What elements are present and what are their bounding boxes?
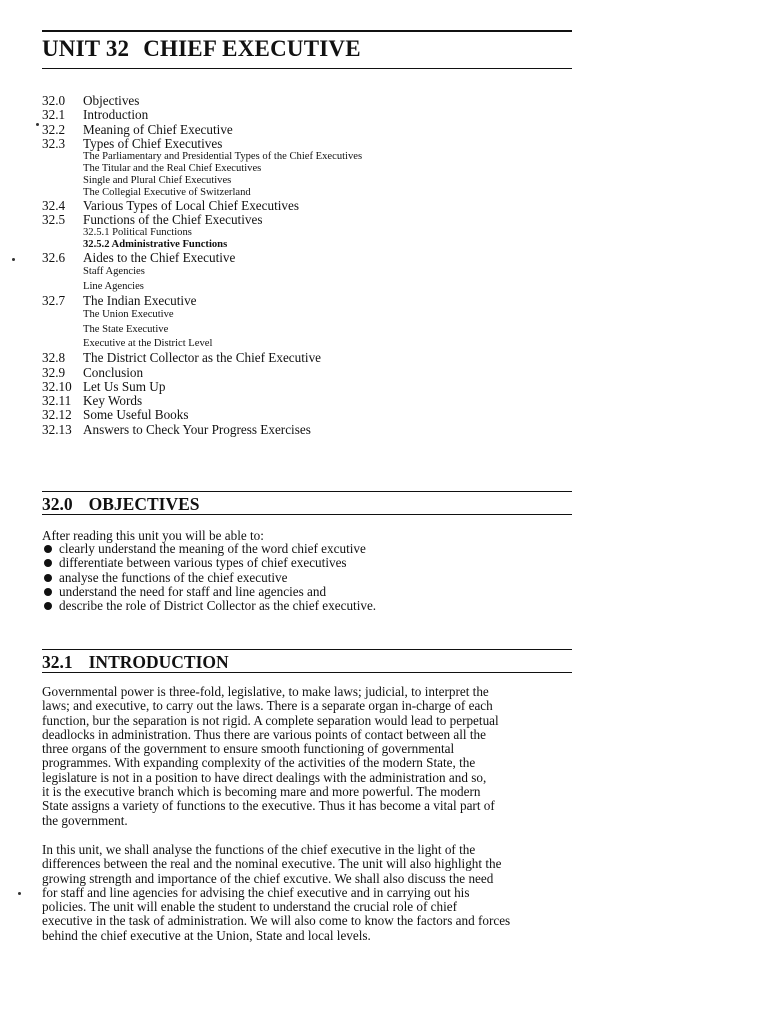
document-page — [42, 30, 572, 943]
objective-item — [42, 599, 376, 613]
toc-entry — [42, 380, 572, 394]
toc-entry-number: 32.12 — [42, 407, 72, 423]
objectives-list — [42, 542, 376, 613]
scan-speck — [18, 892, 21, 895]
paragraph-line: laws; and executive, to carry out the laws. There is a separate organ in-charge of each — [42, 698, 493, 714]
toc-entry-title: Let Us Sum Up — [83, 378, 166, 394]
toc-entry-title: The Indian Executive — [83, 293, 197, 309]
toc-entry — [42, 94, 572, 108]
bullet-icon — [44, 602, 52, 610]
unit-title — [42, 36, 361, 62]
toc-subentry: The Union Executive — [83, 309, 174, 321]
paragraph-line: policies. The unit will enable the student to understand the crucial role of chief — [42, 899, 458, 915]
bullet-icon — [44, 588, 52, 596]
bullet-icon — [44, 574, 52, 582]
toc-subentry: The Collegial Executive of Switzerland — [83, 186, 251, 198]
toc-entry-number: 32.9 — [42, 364, 66, 380]
objective-item — [42, 585, 376, 599]
toc-subentry: 32.5.1 Political Functions — [83, 227, 192, 239]
toc-entry — [42, 423, 572, 437]
toc-entry-title: Some Useful Books — [83, 407, 189, 423]
paragraph-line: deadlocks in administration. Thus there are various points of contact between all the — [42, 726, 486, 742]
toc-subentry: Staff Agencies — [83, 266, 145, 278]
paragraph-line: function, bur the separation is not rigid. A complete separation would lead to perpetual — [42, 712, 499, 728]
toc-entry-number: 32.3 — [42, 135, 66, 151]
paragraph-line: In this unit, we shall analyse the functions of the chief executive in the light of the — [42, 842, 476, 857]
toc-entry-number: 32.6 — [42, 250, 66, 266]
toc-subentry: Single and Plural Chief Executives — [83, 174, 232, 186]
toc-entry-title: The District Collector as the Chief Executive — [83, 350, 322, 366]
objectives-intro: After reading this unit you will be able to: — [42, 528, 264, 543]
objective-text: describe the role of District Collector as the chief executive. — [59, 598, 377, 614]
paragraph-line: programmes. With expanding complexity of the activities of the modern State, the — [42, 755, 476, 771]
toc-entry — [42, 123, 572, 137]
toc-entry-title: Types of Chief Executives — [83, 135, 223, 151]
paragraph-line: legislature is not in a position to have direct dealings with the administration and so, — [42, 769, 487, 785]
toc-entry-title: Various Types of Local Chief Executives — [83, 197, 300, 213]
toc-entry — [42, 251, 572, 265]
table-of-contents — [42, 94, 572, 437]
toc-entry-number: 32.1 — [42, 107, 66, 123]
toc-entry-title: Meaning of Chief Executive — [83, 121, 233, 137]
toc-entry-title: Aides to the Chief Executive — [83, 250, 236, 266]
unit-header — [42, 30, 572, 69]
introduction-title: INTRODUCTION — [88, 652, 229, 672]
paragraph-line: executive in the task of administration. We will also come to know the factors and forces — [42, 913, 511, 929]
paragraph-line: Governmental power is three-fold, legislative, to make laws; judicial, to interpret the — [42, 684, 489, 699]
toc-entry-number: 32.0 — [42, 93, 66, 108]
objectives-title: OBJECTIVES — [88, 494, 200, 514]
introduction-paragraph-2 — [42, 843, 570, 943]
paragraph-line: growing strength and importance of the chief excutive. We shall also discuss the need — [42, 870, 494, 886]
toc-entry-number: 32.5 — [42, 212, 66, 228]
paragraph-line: it is the executive branch which is becoming mare and more powerful. The modern — [42, 784, 481, 800]
paragraph-line: differences between the real and the nominal executive. The unit will also highlight the — [42, 856, 502, 872]
toc-subentry: 32.5.2 Administrative Functions — [83, 239, 228, 251]
objective-text: clearly understand the meaning of the word chief excutive — [59, 541, 366, 556]
objectives-number: 32.0 — [42, 494, 73, 514]
toc-subentry: The Titular and the Real Chief Executives — [83, 163, 262, 175]
objective-item — [42, 542, 376, 556]
toc-entry-title: Objectives — [83, 93, 140, 108]
bullet-icon — [44, 559, 52, 567]
toc-subentry: Line Agencies — [83, 280, 144, 292]
toc-subentry: The Parliamentary and Presidential Types of the Chief Executives — [83, 151, 363, 163]
toc-entry-title: Introduction — [83, 107, 149, 123]
objective-item — [42, 571, 376, 585]
toc-entry-number: 32.2 — [42, 121, 66, 137]
toc-entry-title: Key Words — [83, 393, 143, 409]
objective-text: analyse the functions of the chief executive — [59, 569, 288, 585]
toc-entry — [42, 351, 572, 365]
introduction-heading — [42, 649, 572, 673]
toc-entry-title: Conclusion — [83, 364, 144, 380]
toc-entry-number: 32.4 — [42, 197, 66, 213]
toc-entry-number: 32.8 — [42, 350, 66, 366]
toc-entry — [42, 199, 572, 213]
toc-entry — [42, 137, 572, 151]
unit-number: UNIT 32 — [42, 36, 130, 61]
toc-entry — [42, 394, 572, 408]
objective-text: understand the need for staff and line agencies and — [59, 583, 327, 599]
toc-entry-number: 32.13 — [42, 421, 72, 437]
toc-entry — [42, 294, 572, 308]
objective-text: differentiate between various types of chief executives — [59, 555, 347, 571]
scan-speck — [36, 123, 39, 126]
toc-entry — [42, 108, 572, 122]
toc-entry — [42, 366, 572, 380]
toc-entry-number: 32.10 — [42, 378, 72, 394]
toc-entry — [42, 408, 572, 422]
paragraph-line: behind the chief executive at the Union, State and local levels. — [42, 927, 371, 943]
paragraph-line: the government. — [42, 812, 128, 828]
introduction-paragraph-1 — [42, 685, 570, 828]
scan-speck — [12, 258, 15, 261]
objectives-heading — [42, 491, 572, 515]
toc-subentry: The State Executive — [83, 323, 169, 335]
paragraph-line: three organs of the government to ensure smooth functioning of governmental — [42, 741, 455, 757]
introduction-number: 32.1 — [42, 652, 73, 672]
paragraph-line: State assigns a variety of functions to the executive. Thus it has become a vital part of — [42, 798, 495, 814]
bullet-icon — [44, 545, 52, 553]
toc-entry-number: 32.11 — [42, 393, 72, 409]
objective-item — [42, 556, 376, 570]
paragraph-line: for staff and line agencies for advising the chief executive and in carrying out his — [42, 884, 470, 900]
toc-subentry: Executive at the District Level — [83, 337, 213, 349]
toc-entry-title: Answers to Check Your Progress Exercises — [83, 421, 311, 437]
unit-title-text: CHIEF EXECUTIVE — [143, 36, 361, 61]
toc-entry-title: Functions of the Chief Executives — [83, 212, 263, 228]
toc-entry-number: 32.7 — [42, 293, 66, 309]
toc-entry — [42, 213, 572, 227]
